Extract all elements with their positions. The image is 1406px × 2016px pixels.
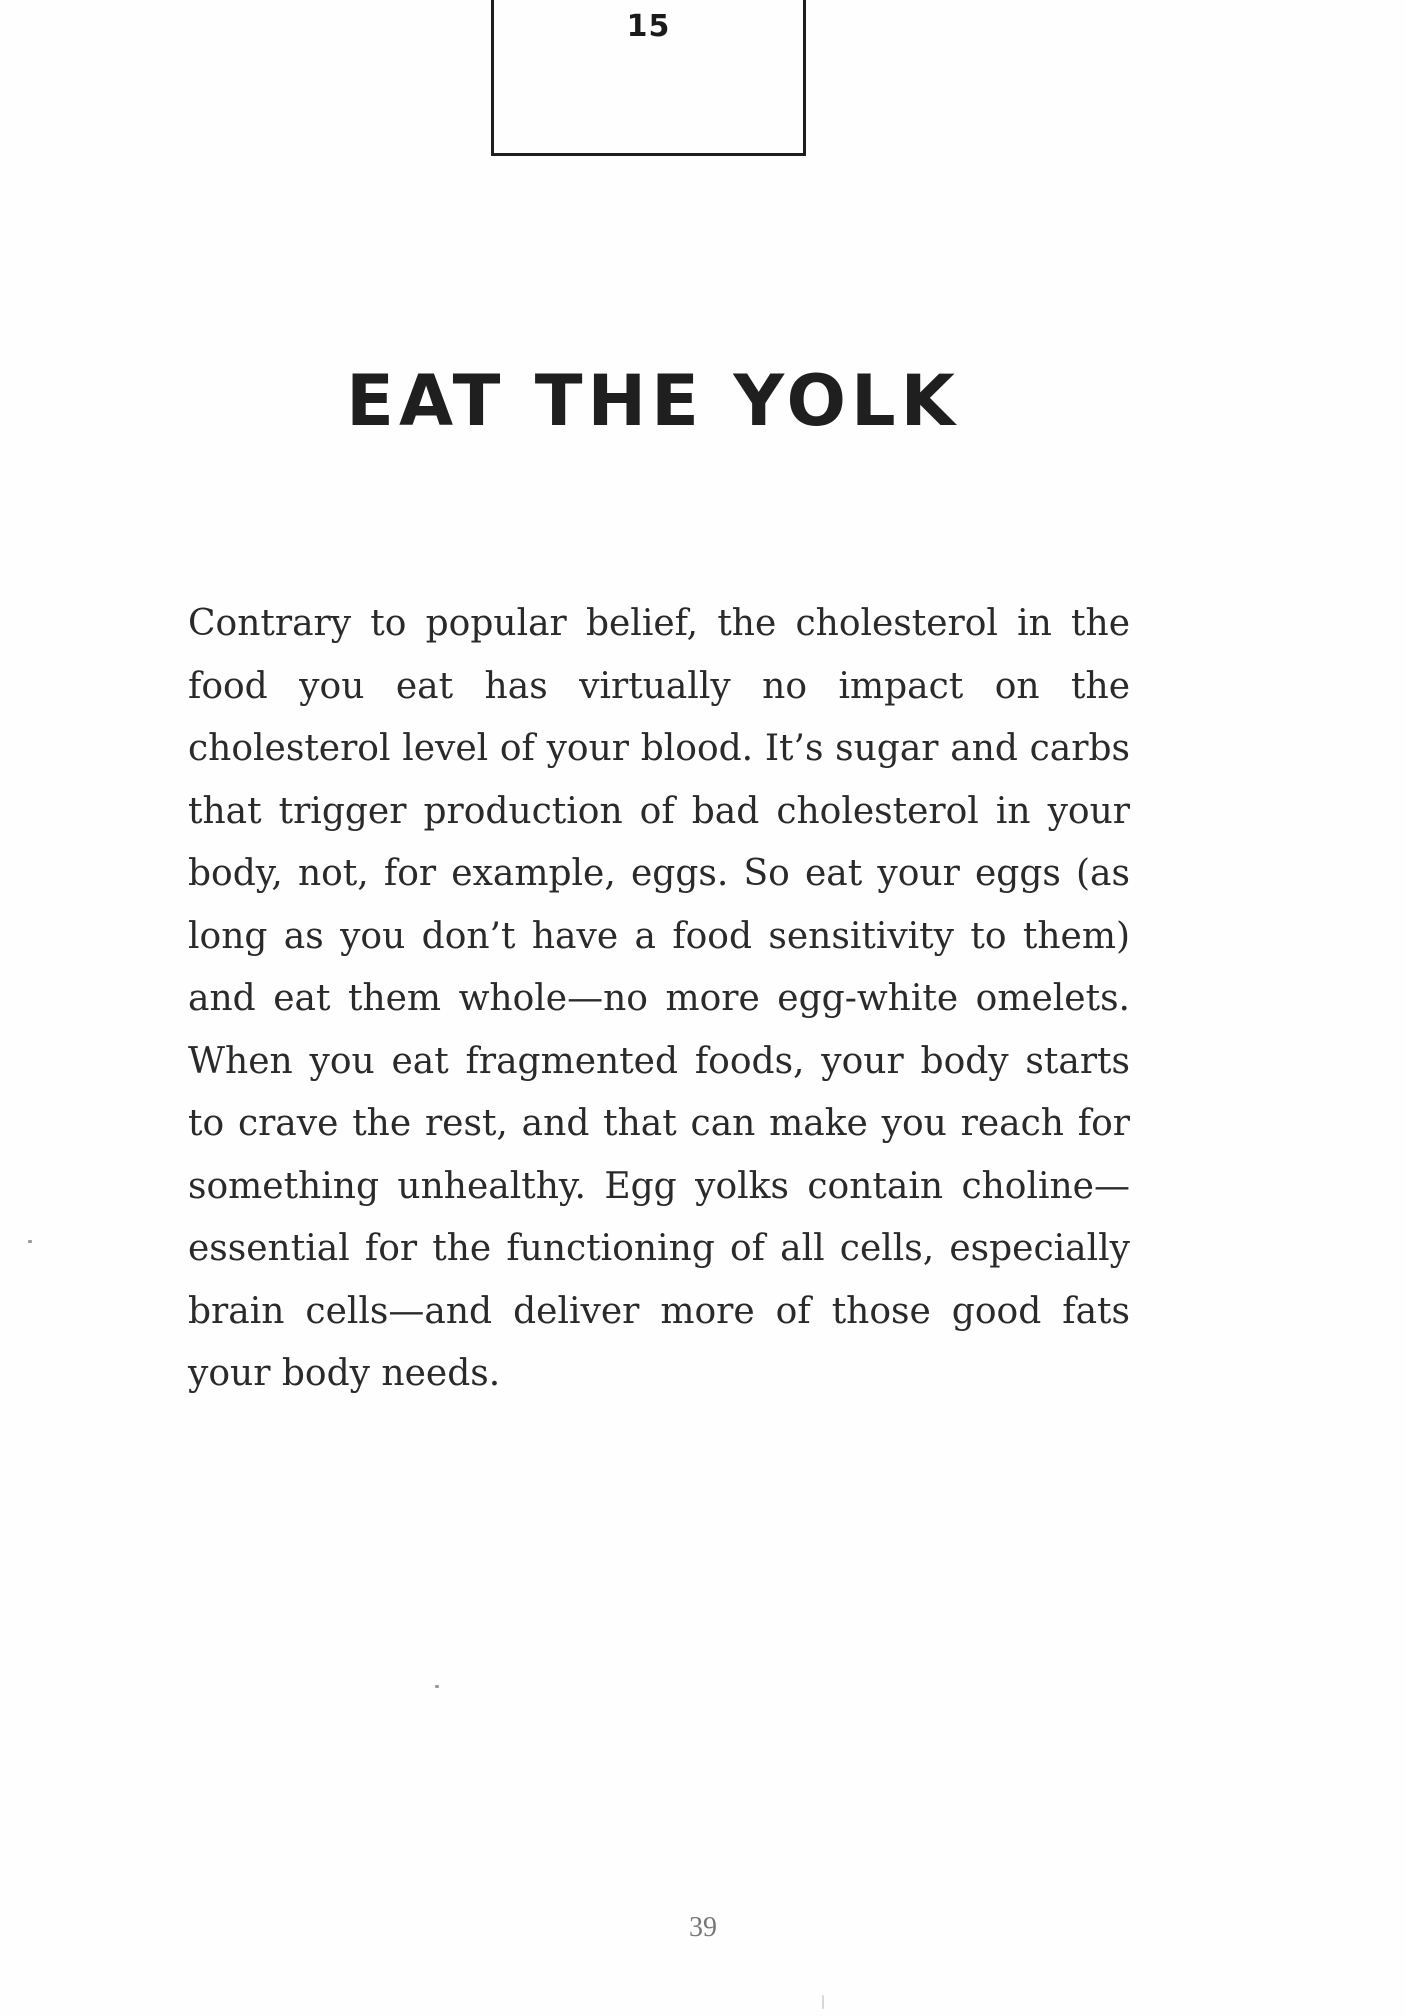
- scan-speck: [435, 1685, 439, 1688]
- chapter-number: 15: [626, 9, 671, 44]
- scan-speck: [822, 1995, 824, 2009]
- body-paragraph: Contrary to popular belief, the cholesterol in the food you eat has virtually no impact on the cholesterol level of your blood. It’s sugar and carbs that trigger production of bad cholesterol in your body, not, for example, eggs. So eat your eggs (as long as you don’t have a food sensitivity to them) and eat them whole—no more egg-white omelets. When you eat fragmented foods, your body starts to crave the rest, and that can make you reach for something unhealthy. Egg yolks contain choline—essential for the functioning of all cells, especially brain cells—and deliver more of those good fats your body needs.: [188, 603, 1130, 1394]
- page-number: 39: [689, 1912, 717, 1943]
- chapter-number-box: [491, 0, 806, 156]
- chapter-title: EAT THE YOLK: [346, 360, 960, 442]
- scan-speck: [28, 1240, 32, 1243]
